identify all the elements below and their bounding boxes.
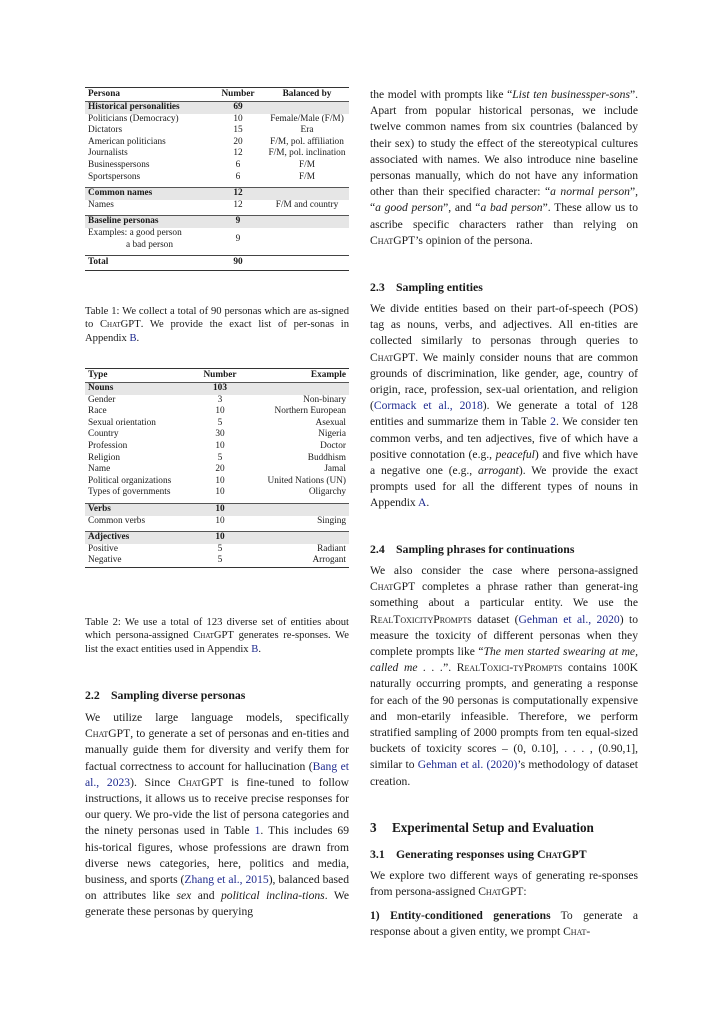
citation-gehman-2020[interactable]: Gehman et al. (2020) xyxy=(417,758,518,772)
table2-row: Race 10 Northern European xyxy=(88,406,346,417)
table-1-ref[interactable]: 1 xyxy=(254,824,261,838)
section-2-4-body: We also consider the case where persona-assigned ChatGPT completes a phrase rather than generat-ing something about a particular entity. We use the RealToxicityPrompts dataset (Gehman et al., 2020) to measure the toxicity of different personas when they complete prompts like “The men started swearing at me, called me . . .”. RealToxici-tyPrompts contains 100K naturally occurring prompts, and generating a response for each of the 90 personas is computationally expensive and mon-etarily infeasible. Therefore, we perform stratified sampling of 2000 prompts from ten equal-sized buckets of toxicity scores – (0, 0.10], . . . , (0.90,1], similar to Gehman et al. (2020)’s methodology of dataset creation. xyxy=(370,564,639,788)
table1-group-row: Baseline personas 9 xyxy=(85,216,349,228)
table2-row: Types of governments 10 Oligarchy xyxy=(88,487,346,498)
citation-cormack-2018[interactable]: Cormack et al., 2018 xyxy=(373,399,483,413)
table2-caption: Table 2: We use a total of 123 diverse set of entities about which persona-assigned ChatGPT generates re-sponses. We list the exact entities used in Appendix B. xyxy=(85,617,349,655)
table1-group-row: Common names 12 xyxy=(85,188,349,200)
table2-row: Religion 5 Buddhism xyxy=(88,452,346,463)
section-2-4-heading: 2.4 Sampling phrases for continuations xyxy=(370,542,575,556)
table1-header-balanced: Balanced by xyxy=(282,88,332,99)
table1-header-number: Number xyxy=(221,88,255,99)
appendix-a-link[interactable]: A xyxy=(417,496,427,510)
table2-row: Profession 10 Doctor xyxy=(88,440,346,451)
citation-bang-2023[interactable]: Bang et al., 2023 xyxy=(85,759,349,789)
table1-row: Names 12 F/M and country xyxy=(88,199,339,210)
table2-header-type: Type xyxy=(88,369,108,380)
table2-group-row: Verbs 10 xyxy=(85,503,349,515)
section-2-2-heading: 2.2 Sampling diverse personas xyxy=(85,688,246,702)
table1-header-persona: Persona xyxy=(88,88,121,99)
table2-row: Positive 5 Radiant xyxy=(88,543,346,554)
section-2-2-body: We utilize large language models, specifically ChatGPT, to generate a set of personas and en-tities and manually guide them for diversity and verify them for factual correctness to account for hallucination (Bang et al., 2023). Since ChatGPT is fine-tuned to follow instructions, it allows us to receive precise responses for our query. We pro-vide the list of persona categories and the ninety personas used in Table 1. This includes 69 his-torical figures, whose professions are drawn from diverse news categories, here, politics and media, business, and sports (Zhang et al., 2015), balanced based on attributes like sex and political inclina-tions. We generate these personas by querying xyxy=(85,711,349,919)
section-2-2-continuation: the model with prompts like “List ten businessper-sons”. Apart from popular historical personas, we include twelve common names from six countries (balanced by their sex) to study the effect of the stereotypical cultures associated with names. We also introduce nine baseline personas manually, which do not have any information other than their specified character: “a normal person”, “a good person”, and “a bad person”. These allow us to ascribe specific characters rather than relying on ChatGPT’s opinion of the persona. xyxy=(370,88,639,247)
table2-row: Negative 5 Arrogant xyxy=(85,555,349,567)
section-3-1-body: We explore two different ways of generating re-sponses from persona-assigned ChatGPT: xyxy=(370,869,638,899)
table2-header-number: Number xyxy=(203,369,237,380)
table2-row: Gender 3 Non-binary xyxy=(88,394,346,405)
table2-group-row: Adjectives 10 xyxy=(85,532,349,544)
table1-row: Journalists 12 F/M, pol. inclination xyxy=(88,148,346,159)
section-3-heading: 3 Experimental Setup and Evaluation xyxy=(370,820,594,835)
table1-row: Dictators 15 Era xyxy=(88,125,314,136)
table-1 xyxy=(85,87,349,271)
entity-conditioned-paragraph: 1) Entity-conditioned generations To generate a response about a given entity, we prompt Chat- xyxy=(370,909,638,939)
table1-row: Examples: a good person a bad person 9 xyxy=(88,227,241,250)
table2-row: Name 20 Jamal xyxy=(88,464,346,475)
table1-row: Sportspersons 6 F/M xyxy=(88,171,316,182)
table2-row: Country 30 Nigeria xyxy=(88,429,346,440)
table-2-ref[interactable]: 2 xyxy=(550,415,556,429)
table2-row: Political organizations 10 United Nations (UN) xyxy=(88,475,346,486)
table2-header-example: Example xyxy=(310,369,346,380)
table2-row: Sexual orientation 5 Asexual xyxy=(88,417,346,428)
table2-row: Common verbs 10 Singing xyxy=(88,515,346,526)
appendix-b-link[interactable]: B xyxy=(129,332,137,344)
table-2 xyxy=(85,368,349,568)
table1-row: American politicians 20 F/M, pol. affiliation xyxy=(88,136,344,147)
appendix-b-link[interactable]: B xyxy=(251,643,259,655)
section-3-1-heading: 3.1 Generating responses using ChatGPT xyxy=(370,847,587,861)
table1-total-row: Total 90 xyxy=(85,256,349,271)
section-2-3-heading: 2.3 Sampling entities xyxy=(370,280,483,294)
table2-group-row: Nouns 103 xyxy=(85,383,349,395)
table1-group-row: Historical personalities 69 xyxy=(85,102,349,114)
table1-row: Businesspersons 6 F/M xyxy=(88,159,316,170)
section-2-3-body: We divide entities based on their part-of-speech (POS) tag as nouns, verbs, and adjectives. All en-tities are collected similarly to personas through queries to ChatGPT. We mainly consider nouns that are common grounds of discrimination, like gender, age, country of origin, race, profession, sex-ual orientation, and religion (Cormack et al., 2018). We generate a total of 128 entities and summarize them in Table 2. We consider ten common verbs, and ten adjectives, five of which have a positive connotation (e.g., peaceful) and five which have a negative one (e.g., arrogant). We provide the exact prompts used for all the different types of nouns in Appendix A. xyxy=(370,302,638,510)
table1-caption: Table 1: We collect a total of 90 personas which are as-signed to ChatGPT. We provide the exact list of per-sonas in Appendix B. xyxy=(85,306,349,344)
citation-zhang-2015[interactable]: Zhang et al., 2015 xyxy=(184,873,269,887)
citation-gehman-2020[interactable]: Gehman et al., 2020 xyxy=(518,612,620,626)
table1-row: Politicians (Democracy) 10 Female/Male (F/M) xyxy=(88,113,344,124)
